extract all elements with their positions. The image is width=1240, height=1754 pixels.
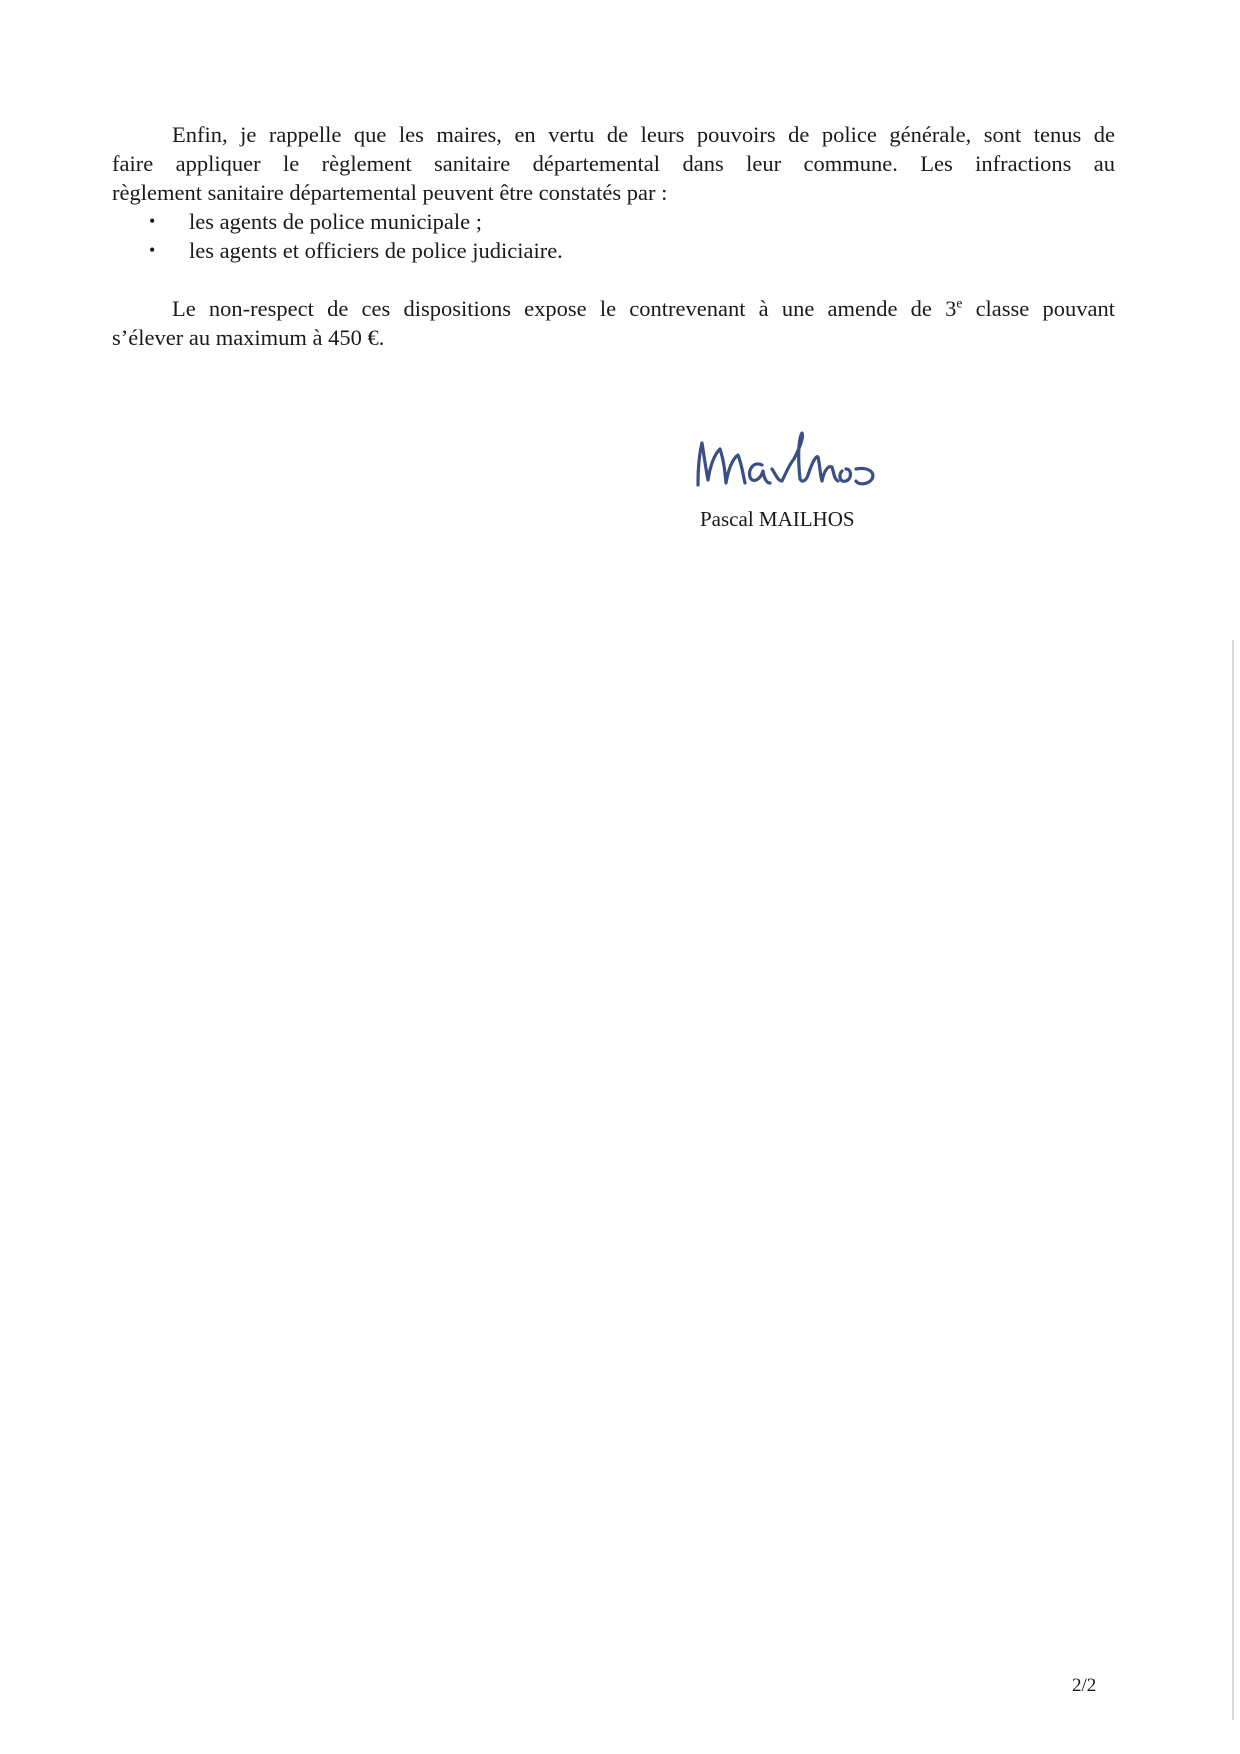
- enforcement-agents-list: [112, 207, 1115, 265]
- paragraph-mayors-duties: [112, 120, 1115, 265]
- list-item: [112, 207, 1115, 236]
- bullet-icon: •: [149, 211, 156, 231]
- ordinal-superscript: e: [956, 295, 963, 311]
- list-item-text: les agents de police municipale ;: [189, 209, 483, 234]
- paragraph-1-line-2: faire appliquer le règlement sanitaire départemental dans leur commune. Les infractions au: [112, 151, 1115, 176]
- paragraph-penalty: [112, 294, 1115, 352]
- bullet-icon: •: [149, 240, 156, 260]
- paragraph-1-line-1: Enfin, je rappelle que les maires, en vertu de leurs pouvoirs de police générale, sont tenus de: [172, 122, 1115, 147]
- signer-name: Pascal MAILHOS: [700, 507, 855, 531]
- paragraph-1-line-3: règlement sanitaire départemental peuvent être constatés par :: [112, 180, 668, 205]
- list-item: [112, 236, 1115, 265]
- paragraph-2-line-1-end: classe pouvant: [962, 296, 1115, 321]
- paragraph-2-line-2: s’élever au maximum à 450 €.: [112, 325, 385, 350]
- handwritten-signature: [690, 425, 890, 495]
- scan-edge-line: [1232, 640, 1234, 1720]
- paragraph-2-line-1-text: Le non-respect de ces dispositions expose le contrevenant à une amende de 3: [172, 296, 957, 321]
- letter-body: [112, 120, 1115, 352]
- paragraph-2-line-1: [112, 294, 1115, 323]
- signature-block: [660, 425, 920, 495]
- list-item-text: les agents et officiers de police judiciaire.: [189, 238, 563, 263]
- page-number: 2/2: [1072, 1675, 1097, 1696]
